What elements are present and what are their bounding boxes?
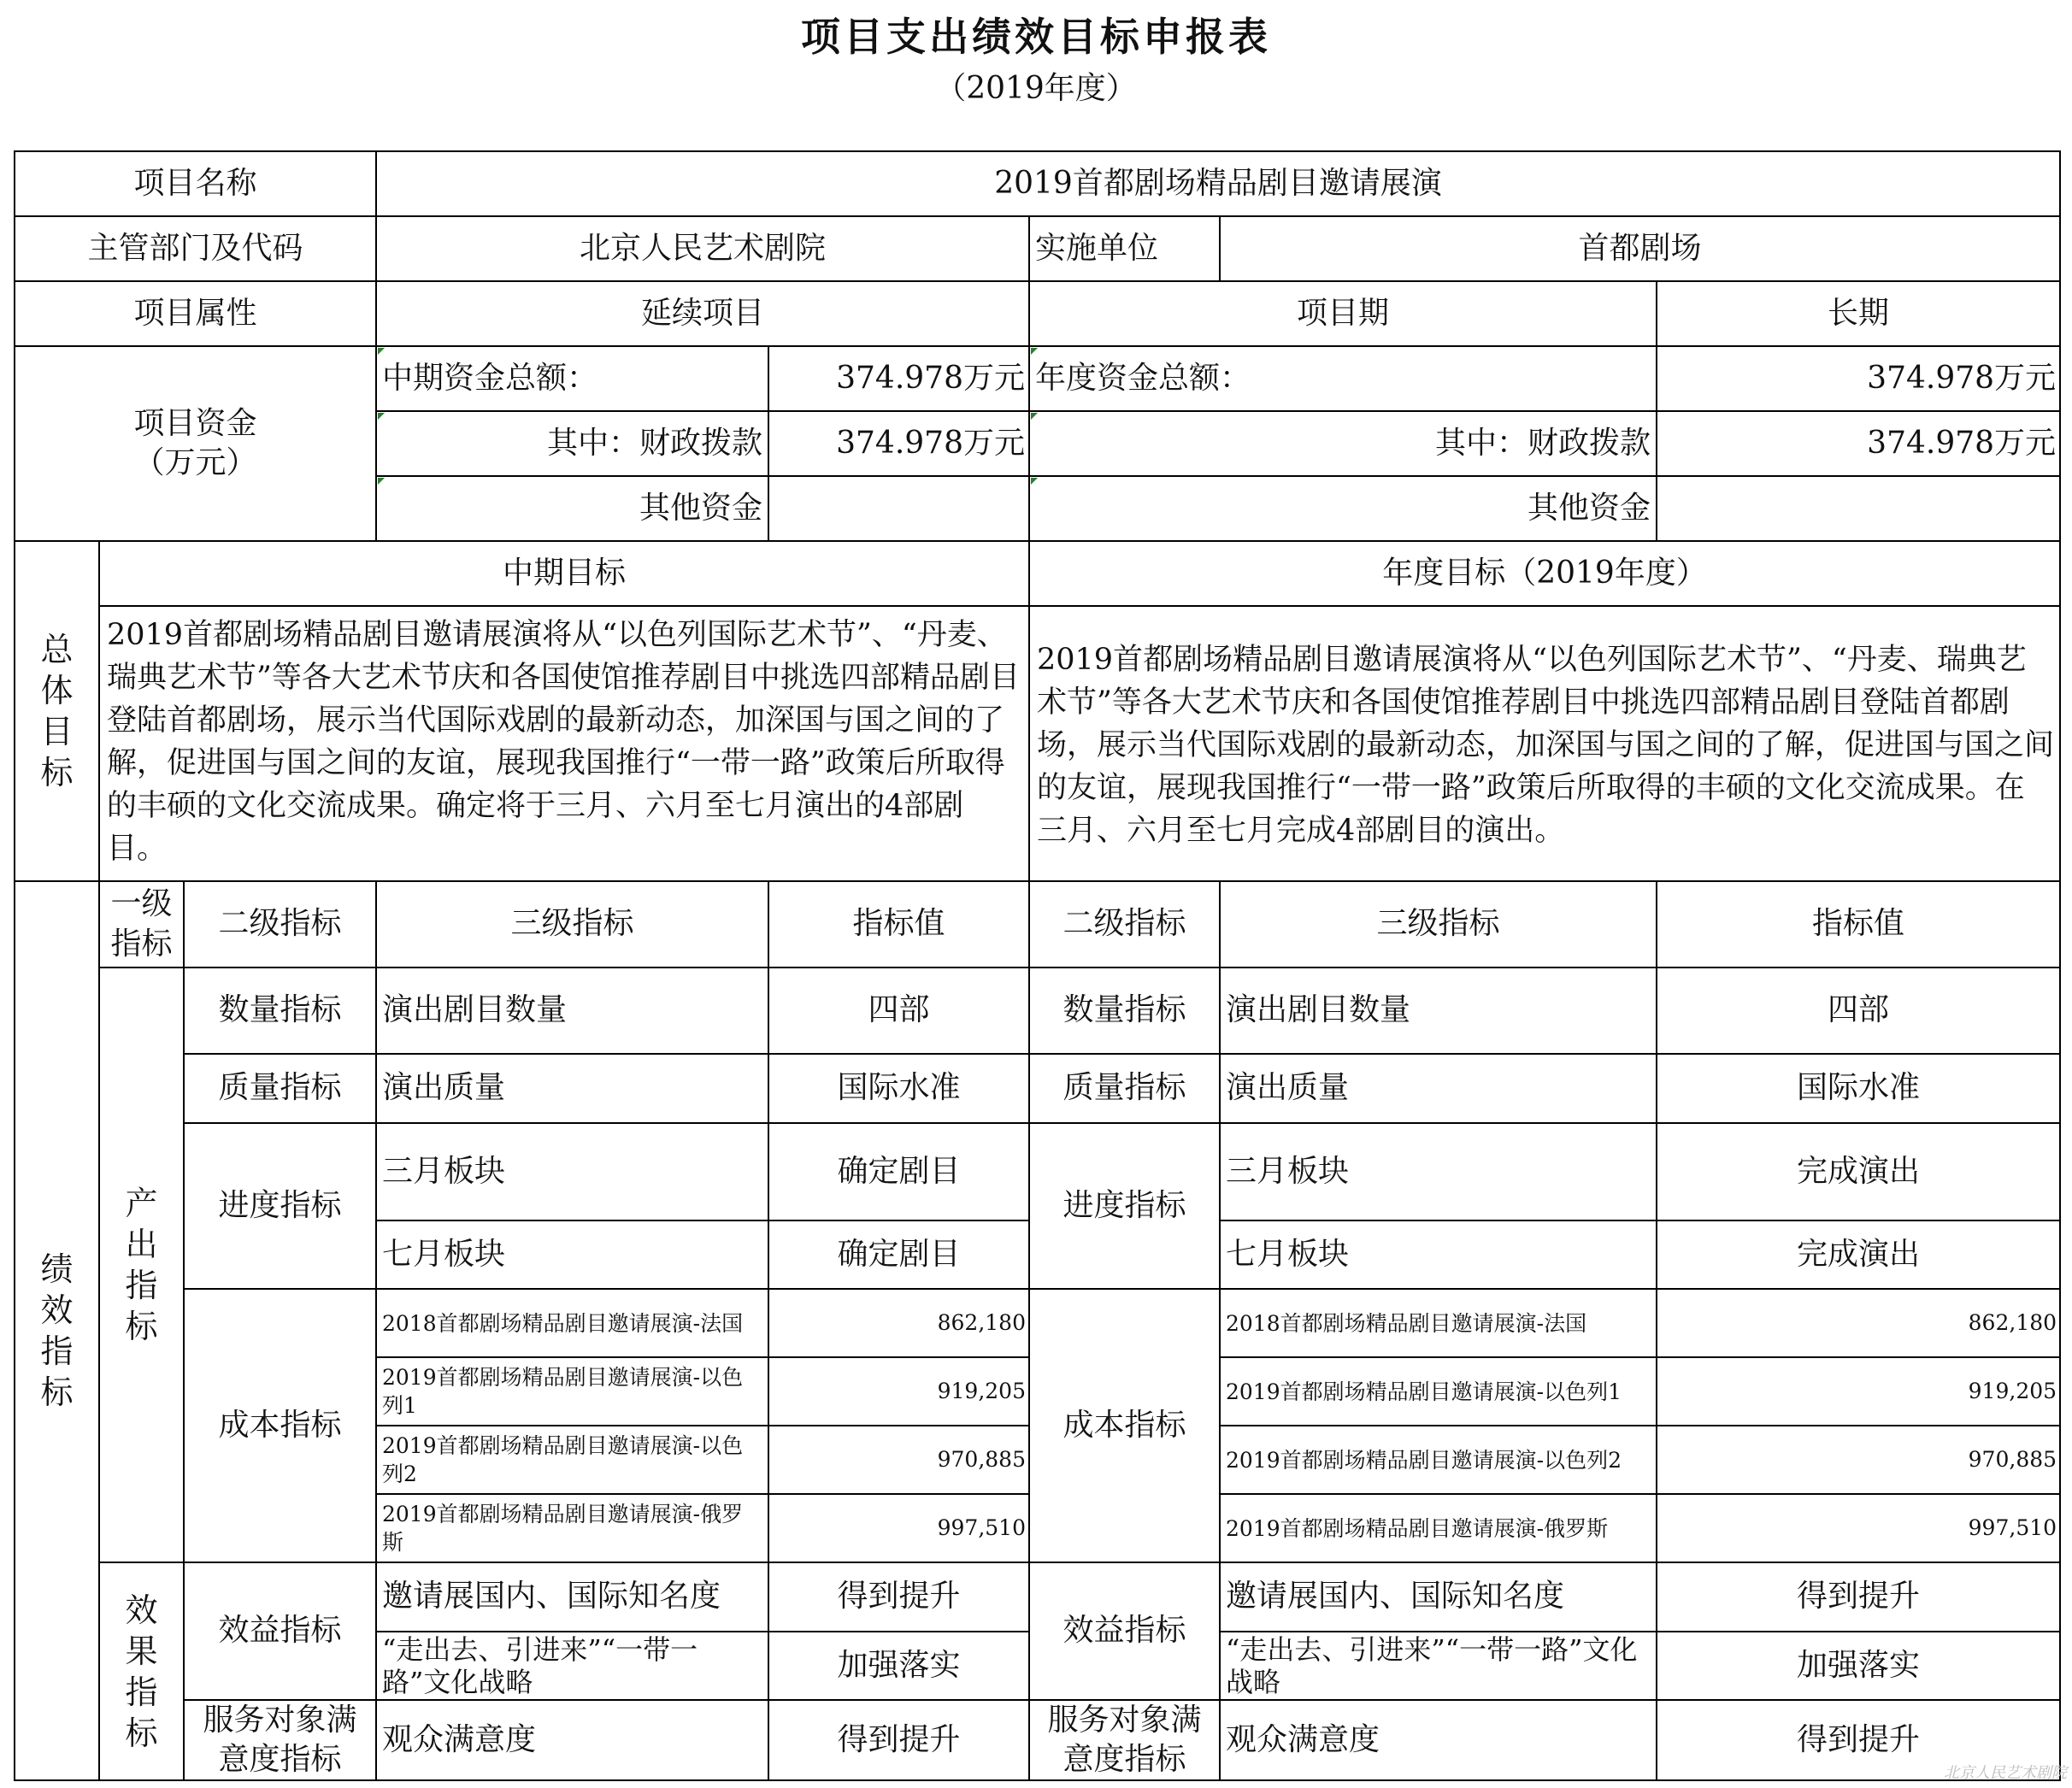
performance-goal-table: [14, 150, 2061, 1781]
progress-l3-annual: 七月板块: [1220, 1220, 1657, 1289]
dept-label: 主管部门及代码: [15, 216, 376, 281]
value-header-annual: 指标值: [1657, 881, 2060, 968]
cost-l3-mid: 2019首都剧场精品剧目邀请展演-俄罗斯: [376, 1494, 768, 1562]
annual-goal-header: 年度目标（2019年度）: [1029, 541, 2060, 606]
cost-l3-annual: 2018首都剧场精品剧目邀请展演-法国: [1220, 1289, 1657, 1357]
satisfaction-value-annual: 得到提升: [1657, 1700, 2060, 1780]
quality-l3-mid: 演出质量: [376, 1054, 768, 1123]
effect-indicator-label: 效 果 指 标: [99, 1562, 184, 1780]
attr-label: 项目属性: [15, 281, 376, 346]
satisfaction-l2-mid: 服务对象满意度指标: [184, 1700, 376, 1780]
project-name-value: 2019首都剧场精品剧目邀请展演: [376, 151, 2060, 216]
cost-value-annual: 997,510: [1657, 1494, 2060, 1562]
funds-label: 项目资金 （万元）: [15, 346, 376, 541]
impl-unit-label: 实施单位: [1029, 216, 1220, 281]
quality-l2-mid: 质量指标: [184, 1054, 376, 1123]
benefit-value-mid: 加强落实: [768, 1632, 1029, 1700]
satisfaction-l3-annual: 观众满意度: [1220, 1700, 1657, 1780]
mid-other-label: 其他资金: [376, 476, 768, 541]
cost-value-annual: 919,205: [1657, 1357, 2060, 1426]
page-title: 项目支出绩效目标申报表: [801, 14, 1271, 60]
annual-total-label: 年度资金总额：: [1029, 346, 1657, 411]
cost-l3-mid: 2019首都剧场精品剧目邀请展演-以色列1: [376, 1357, 768, 1426]
cost-value-mid: 997,510: [768, 1494, 1029, 1562]
quality-value-annual: 国际水准: [1657, 1054, 2060, 1123]
cost-l3-mid: 2018首都剧场精品剧目邀请展演-法国: [376, 1289, 768, 1357]
page-subtitle: （2019年度）: [935, 71, 1137, 106]
satisfaction-value-mid: 得到提升: [768, 1700, 1029, 1780]
quantity-l3-annual: 演出剧目数量: [1220, 968, 1657, 1054]
benefit-l2-mid: 效益指标: [184, 1562, 376, 1700]
progress-value-annual: 完成演出: [1657, 1220, 2060, 1289]
project-name-label: 项目名称: [15, 151, 376, 216]
cost-value-annual: 970,885: [1657, 1426, 2060, 1494]
level2-header-mid: 二级指标: [184, 881, 376, 968]
quantity-value-mid: 四部: [768, 968, 1029, 1054]
benefit-l2-annual: 效益指标: [1029, 1562, 1220, 1700]
impl-unit-value: 首都剧场: [1220, 216, 2060, 281]
quantity-l2-annual: 数量指标: [1029, 968, 1220, 1054]
annual-fiscal-value: 374.978万元: [1657, 411, 2060, 476]
quality-l3-annual: 演出质量: [1220, 1054, 1657, 1123]
mid-goal-header: 中期目标: [99, 541, 1029, 606]
annual-other-value: [1657, 476, 2060, 541]
dept-value: 北京人民艺术剧院: [376, 216, 1029, 281]
cost-l3-annual: 2019首都剧场精品剧目邀请展演-以色列1: [1220, 1357, 1657, 1426]
cost-l2-annual: 成本指标: [1029, 1289, 1220, 1562]
progress-value-mid: 确定剧目: [768, 1123, 1029, 1220]
benefit-l3-mid: 邀请展国内、国际知名度: [376, 1562, 768, 1632]
progress-l2-mid: 进度指标: [184, 1123, 376, 1289]
level2-header-annual: 二级指标: [1029, 881, 1220, 968]
value-header-mid: 指标值: [768, 881, 1029, 968]
mid-other-value: [768, 476, 1029, 541]
quality-value-mid: 国际水准: [768, 1054, 1029, 1123]
progress-value-annual: 完成演出: [1657, 1123, 2060, 1220]
progress-l3-mid: 七月板块: [376, 1220, 768, 1289]
output-indicator-label: 产 出 指 标: [99, 968, 184, 1562]
progress-l2-annual: 进度指标: [1029, 1123, 1220, 1289]
progress-value-mid: 确定剧目: [768, 1220, 1029, 1289]
cost-value-annual: 862,180: [1657, 1289, 2060, 1357]
satisfaction-l2-annual: 服务对象满意度指标: [1029, 1700, 1220, 1780]
perf-indicator-label: 绩 效 指 标: [15, 881, 99, 1780]
benefit-value-annual: 得到提升: [1657, 1562, 2060, 1632]
cost-l3-mid: 2019首都剧场精品剧目邀请展演-以色列2: [376, 1426, 768, 1494]
annual-total-value: 374.978万元: [1657, 346, 2060, 411]
attr-value: 延续项目: [376, 281, 1029, 346]
level3-header-mid: 三级指标: [376, 881, 768, 968]
benefit-l3-annual: 邀请展国内、国际知名度: [1220, 1562, 1657, 1632]
period-label: 项目期: [1029, 281, 1657, 346]
cost-l2-mid: 成本指标: [184, 1289, 376, 1562]
progress-l3-annual: 三月板块: [1220, 1123, 1657, 1220]
cost-value-mid: 862,180: [768, 1289, 1029, 1357]
cost-value-mid: 919,205: [768, 1357, 1029, 1426]
benefit-l3-annual: “走出去、引进来”“一带一路”文化战略: [1220, 1632, 1657, 1700]
mid-fiscal-label: 其中：财政拨款: [376, 411, 768, 476]
quantity-l2-mid: 数量指标: [184, 968, 376, 1054]
satisfaction-l3-mid: 观众满意度: [376, 1700, 768, 1780]
cost-l3-annual: 2019首都剧场精品剧目邀请展演-俄罗斯: [1220, 1494, 1657, 1562]
watermark: 北京人民艺术剧院: [1944, 1764, 2067, 1782]
level3-header-annual: 三级指标: [1220, 881, 1657, 968]
benefit-value-annual: 加强落实: [1657, 1632, 2060, 1700]
quantity-l3-mid: 演出剧目数量: [376, 968, 768, 1054]
cost-l3-annual: 2019首都剧场精品剧目邀请展演-以色列2: [1220, 1426, 1657, 1494]
mid-fiscal-value: 374.978万元: [768, 411, 1029, 476]
annual-fiscal-label: 其中：财政拨款: [1029, 411, 1657, 476]
mid-goal-text: 2019首都剧场精品剧目邀请展演将从“以色列国际艺术节”、“丹麦、瑞典艺术节”等各大艺术节庆和各国使馆推荐剧目中挑选四部精品剧目登陆首都剧场，展示当代国际戏剧的最新动态，加深国与国之间的了解，促进国与国之间的友谊，展现我国推行“一带一路”政策后所取得的丰硕的文化交流成果。确定将于三月、六月至七月演出的4部剧目。: [99, 606, 1029, 881]
quality-l2-annual: 质量指标: [1029, 1054, 1220, 1123]
annual-goal-text: 2019首都剧场精品剧目邀请展演将从“以色列国际艺术节”、“丹麦、瑞典艺术节”等各大艺术节庆和各国使馆推荐剧目中挑选四部精品剧目登陆首都剧场，展示当代国际戏剧的最新动态，加深国与国之间的了解，促进国与国之间的友谊，展现我国推行“一带一路”政策后所取得的丰硕的文化交流成果。在三月、六月至七月完成4部剧目的演出。: [1029, 606, 2060, 881]
level1-header: 一级 指标: [99, 881, 184, 968]
cost-value-mid: 970,885: [768, 1426, 1029, 1494]
benefit-l3-mid: “走出去、引进来”“一带一路”文化战略: [376, 1632, 768, 1700]
progress-l3-mid: 三月板块: [376, 1123, 768, 1220]
quantity-value-annual: 四部: [1657, 968, 2060, 1054]
overall-goal-label: 总 体 目 标: [15, 541, 99, 881]
period-value: 长期: [1657, 281, 2060, 346]
mid-total-value: 374.978万元: [768, 346, 1029, 411]
mid-total-label: 中期资金总额：: [376, 346, 768, 411]
annual-other-label: 其他资金: [1029, 476, 1657, 541]
benefit-value-mid: 得到提升: [768, 1562, 1029, 1632]
